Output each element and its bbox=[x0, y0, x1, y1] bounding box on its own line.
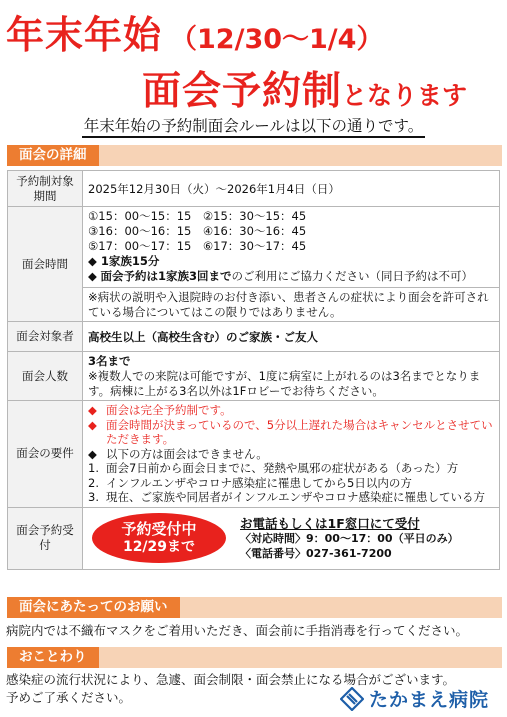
times-note: ※病状の説明や入退院時のお付き添い、患者さんの症状により面会を許可されている場合についてはこの限りではありません。 bbox=[83, 287, 499, 321]
table-row-period bbox=[8, 171, 500, 207]
label-period: 予約制対象期間 bbox=[8, 171, 83, 207]
section-header-notice bbox=[7, 647, 502, 668]
tel-number[interactable]: 027-361-7200 bbox=[306, 546, 392, 560]
diamond-icon: ◆ bbox=[88, 446, 97, 461]
table-row-requirements bbox=[8, 401, 500, 508]
hospital-name: たかまえ病院 bbox=[369, 689, 490, 711]
headline-subtitle-tail: となります bbox=[342, 81, 468, 110]
requirement-red-1: ◆ 面会は完全予約制です。 bbox=[88, 403, 232, 417]
diamond-icon: ◆ bbox=[88, 417, 97, 432]
headline-date-range: （12/30〜1/4） bbox=[170, 24, 384, 55]
badge-line2: 12/29まで bbox=[122, 539, 196, 555]
time-slots-row3: ⑤17：00〜17：15 ⑥17：30〜17：45 bbox=[88, 239, 307, 253]
list-item: 1. 面会7日前から面会日までに、発熱や風邪の症状がある（あった）方 bbox=[88, 461, 459, 475]
phone-heading: お電話もしくは1F窓口にて受付 bbox=[240, 515, 420, 531]
hours-line: 〈対応時間〉9：00〜17：00（平日のみ） bbox=[240, 531, 459, 545]
time-slots-row2: ③16：00〜16：15 ④16：30〜16：45 bbox=[88, 224, 307, 238]
intro-text: 年末年始の予約制面会ルールは以下の通りです。 bbox=[0, 114, 507, 136]
list-item: 3. 現在、ご家族や同居者がインフルエンザやコロナ感染症に罹患している方 bbox=[88, 490, 486, 504]
headline-title bbox=[6, 4, 383, 59]
details-table bbox=[7, 170, 500, 570]
headline-subtitle-main: 面会予約制 bbox=[142, 69, 343, 114]
section-title-details: 面会の詳細 bbox=[7, 145, 99, 166]
table-row-reservation bbox=[8, 507, 500, 569]
label-count: 面会人数 bbox=[8, 352, 83, 401]
requirement-red-2: ◆ 面会時間が決まっているので、5分以上遅れた場合はキャンセルとさせていただきます。 bbox=[88, 417, 493, 446]
section-title-notice: おことわり bbox=[7, 647, 99, 668]
headline-subtitle bbox=[142, 60, 467, 116]
value-visitors: 高校生以上（高校生含む）のご家族・ご友人 bbox=[83, 322, 500, 352]
tel-line: 〈電話番号〉027-361-7200 bbox=[240, 546, 392, 560]
label-requirements: 面会の要件 bbox=[8, 401, 83, 508]
phone-info bbox=[240, 516, 459, 561]
reservation-badge bbox=[92, 513, 226, 563]
section-header-request bbox=[7, 597, 502, 618]
diamond-icon: ◆ bbox=[88, 254, 97, 268]
diamond-icon: ◆ bbox=[88, 269, 97, 283]
bullet-limit: ◆ 面会予約は1家族3回までのご利用にご協力ください（同日予約は不可） bbox=[88, 269, 474, 283]
time-slots-row1: ①15：00〜15：15 ②15：30〜15：45 bbox=[88, 209, 307, 223]
list-item: 2. インフルエンザやコロナ感染症に罹患してから5日以内の方 bbox=[88, 475, 412, 490]
section-title-request: 面会にあたってのお願い bbox=[7, 597, 180, 618]
table-row-times bbox=[8, 207, 500, 322]
hospital-logo-icon bbox=[340, 687, 364, 711]
requirement-intro: ◆ 以下の方は面会はできません。 bbox=[88, 446, 268, 461]
headline-main: 年末年始 bbox=[6, 13, 163, 57]
section-header-details bbox=[7, 145, 502, 166]
bullet-duration: ◆ 1家族15分 bbox=[88, 254, 160, 268]
table-row-count bbox=[8, 352, 500, 401]
hospital-logo bbox=[340, 685, 489, 712]
table-row-visitors bbox=[8, 322, 500, 352]
label-times: 面会時間 bbox=[8, 207, 83, 322]
badge-line1: 予約受付中 bbox=[121, 520, 197, 538]
count-note: ※複数人での来院は可能ですが、1度に病室に上がれるのは3名までとなります。病棟に上がる3名以外は1Fロビーでお待ちください。 bbox=[88, 369, 481, 398]
request-text: 病院内では不織布マスクをご着用いただき、面会前に手指消毒を行ってください。 bbox=[6, 623, 469, 638]
label-reservation: 面会予約受付 bbox=[8, 507, 83, 569]
notice-text: 感染症の流行状況により、急遽、面会制限・面会禁止になる場合がございます。 予めご了承ください。 bbox=[6, 672, 456, 705]
diamond-icon: ◆ bbox=[88, 403, 97, 417]
count-limit: 3名まで bbox=[88, 354, 131, 368]
value-period: 2025年12月30日（火）〜2026年1月4日（日） bbox=[83, 171, 500, 207]
label-visitors: 面会対象者 bbox=[8, 322, 83, 352]
